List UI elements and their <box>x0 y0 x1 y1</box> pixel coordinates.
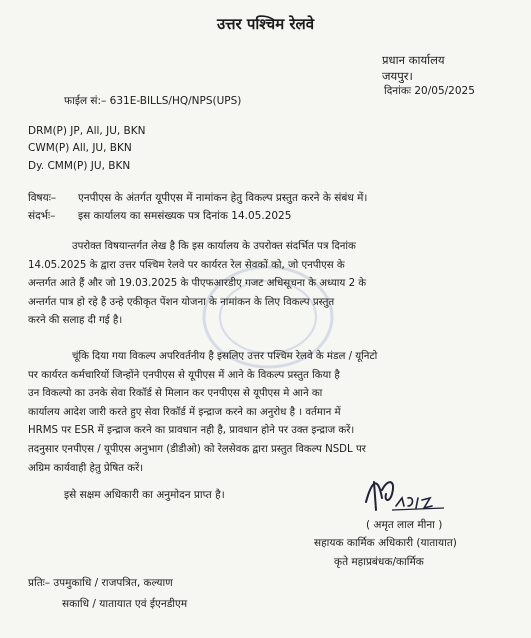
paragraph-line: अन्तर्गत आते हैं और जो 19.03.2025 के पीएफआरडीए गजट अधिसूचना के अध्याय 2 के <box>28 278 367 290</box>
signatory-designation: सहायक कार्मिक अधिकारी (यातायात) <box>314 537 457 549</box>
file-number: फाईल सं:– 631E-BILLS/HQ/NPS(UPS) <box>64 95 242 107</box>
approval-note: इसे सक्षम अधिकारी का अनुमोदन प्राप्त है। <box>64 489 225 501</box>
addressee-line: DRM(P) JP, All, JU, BKN <box>28 125 146 137</box>
office-name: प्रधान कार्यालय <box>382 53 445 67</box>
paragraph-line: पर कार्यरत कर्मचारियों जिन्होंने एनपीएस से यूपीएस में आने के विकल्प प्रस्तुत किया है <box>28 369 340 381</box>
office-block <box>382 52 445 84</box>
paragraph-line: उपरोक्त विषयान्तर्गत लेख है कि इस कार्यालय के उपरोक्त संदर्भित पत्र दिनांक <box>72 241 356 252</box>
reference-label: संदर्भः– <box>28 210 56 222</box>
copy-to-line: सकाधि / यातायात एवं ईएनडीएम <box>62 598 188 610</box>
paragraph-line: तदनुसार एनपीएस / यूपीएस अनुभाग (डीडीओ) को रेलसेवक द्वारा प्रस्तुत विकल्प NSDL पर <box>28 443 366 455</box>
paragraph-2 <box>28 348 504 478</box>
addressee-line: Dy. CMM(P) JU, BKN <box>28 160 131 172</box>
paragraph-line: अन्तर्गत पात्र हो रहे है उन्हे एकीकृत पेंशन योजना के नामांकन के लिए विकल्प प्रस्तुत <box>28 296 335 308</box>
paragraph-line: उन विकल्पो का उनके सेवा रिकॉर्ड से मिलान कर एनपीएस से यूपीएस मे आने का <box>28 388 323 400</box>
letter-date: दिनांकः 20/05/2025 <box>384 85 475 97</box>
organization-title: उत्तर पश्चिम रेलवे <box>216 15 315 33</box>
paragraph-1 <box>28 238 504 331</box>
reference-line <box>28 209 291 223</box>
signatory-authority: कृते महाप्रबंधक/कार्मिक <box>334 556 424 568</box>
paragraph-line: कार्यालय आदेश जारी करते हुए सेवा रिकॉर्ड में इन्द्राज करने का अनुरोध है । वर्तमान में <box>28 406 341 418</box>
copy-to-line: प्रतिः– उपमुकाधि / राजपत्रित, कल्याण <box>28 577 173 589</box>
office-city: जयपुर। <box>382 69 413 83</box>
paragraph-line: HRMS पर ESR में इन्द्राज करने का प्रावधान नही है, प्रावधान होने पर उक्त इन्द्राज करें। <box>28 425 355 437</box>
addressee-line: CWM(P) All, JU, BKN <box>28 142 132 154</box>
paragraph-line: अग्रिम कार्यवाही हेतु प्रेषित करें। <box>28 462 144 474</box>
subject-text: एनपीएस के अंतर्गत यूपीएस में नामांकन हेतु विकल्प प्रस्तुत करने के संबंध में। <box>78 192 368 204</box>
paragraph-line: चूंकि दिया गया विकल्प अपरिवर्तनीय है इसलिए उत्तर पश्चिम रेलवे के मंडल / यूनिटो <box>72 351 378 362</box>
reference-text: इस कार्यालय का समसंख्यक पत्र दिनांक 14.05.2025 <box>78 210 292 222</box>
paragraph-line: 14.05.2025 के द्वारा उत्तर पश्चिम रेलवे पर कार्यरत रेल सेवकों को, जो एनपीएस के <box>28 259 345 271</box>
subject-label: विषयः– <box>28 192 57 204</box>
handwritten-signature <box>362 472 452 516</box>
paragraph-line: करने की सलाह दी गई है। <box>28 315 123 327</box>
signatory-name: ( अमृत लाल मीना ) <box>366 519 443 531</box>
subject-line <box>28 191 367 205</box>
